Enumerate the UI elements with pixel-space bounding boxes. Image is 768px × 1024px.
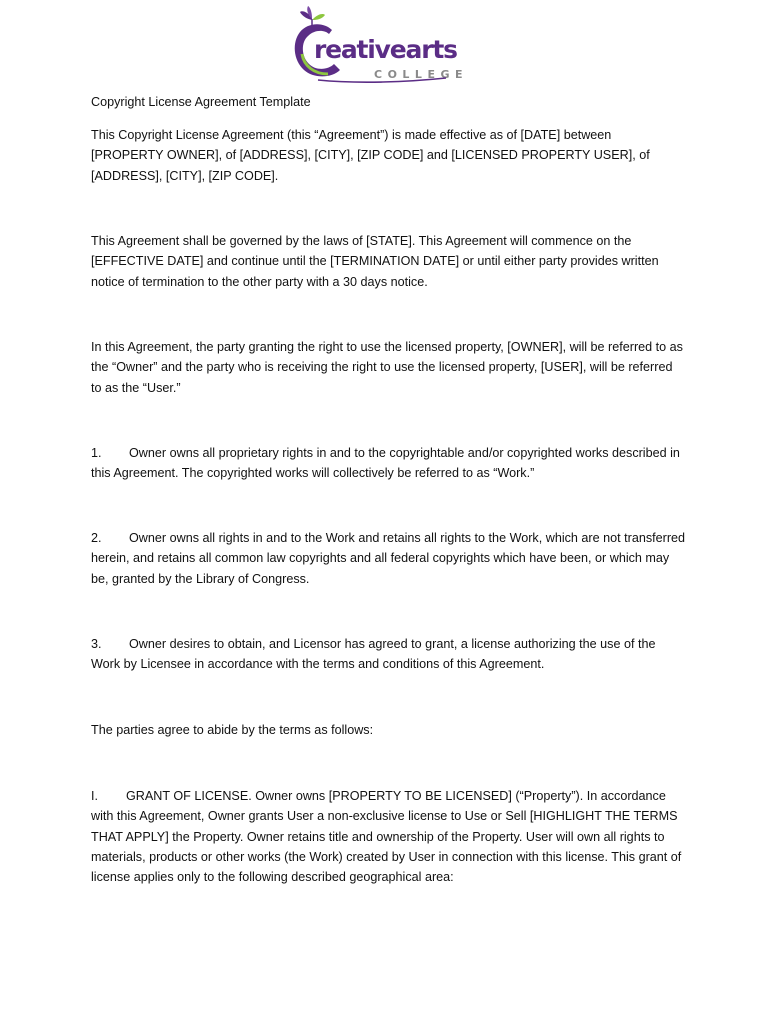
intro-paragraph: This Copyright License Agreement (this “Agreement”) is made effective as of [DATE] between [PROPERTY OWNER], of [ADDRESS], [CITY], [ZIP CODE] and [LICENSED PROPERTY USER], of [ADDRESS], [CITY], [ZIP CODE]. — [91, 128, 650, 183]
section-i-paragraph — [91, 786, 686, 887]
list-item-1 — [91, 443, 686, 484]
list-item-text: Owner desires to obtain, and Licensor has agreed to grant, a license authorizing the use of the Work by Licensee in accordance with the terms and conditions of this Agreement. — [91, 637, 656, 672]
list-item-text: Owner owns all proprietary rights in and to the copyrightable and/or copyrighted works described in this Agreement. The copyrighted works will collectively be referred to as “Work.” — [91, 446, 680, 481]
logo-brand-sub: COLLEGE — [374, 68, 468, 81]
list-item-number: 1. — [91, 446, 102, 460]
list-item-3 — [91, 634, 686, 675]
list-item-text: Owner owns all rights in and to the Work and retains all rights to the Work, which are not transferred herein, and retains all common law copyrights and all federal copyrights which have been, or which may be, granted by the Library of Congress. — [91, 531, 686, 586]
document-title: Copyright License Agreement Template — [91, 95, 311, 109]
parties-paragraph: In this Agreement, the party granting the right to use the licensed property, [OWNER], will be referred to as the “Owner” and the party who is receiving the right to use the licensed property, [USER], will be referred to as the “User.” — [91, 340, 683, 395]
agree-line: The parties agree to abide by the terms as follows: — [91, 723, 374, 737]
list-item-number: 2. — [91, 531, 102, 545]
logo-brand-main: reativearts — [314, 35, 457, 64]
creative-arts-college-logo — [288, 4, 468, 86]
section-number: I. — [91, 789, 98, 803]
governing-law-paragraph: This Agreement shall be governed by the laws of [STATE]. This Agreement will commence on the [EFFECTIVE DATE] and continue until the [TERMINATION DATE] or until either party provides written notice of termination to the other party with a 30 days notice. — [91, 234, 659, 289]
section-text: GRANT OF LICENSE. Owner owns [PROPERTY TO BE LICENSED] (“Property”). In accordance with this Agreement, Owner grants User a non-exclusive license to Use or Sell [HIGHLIGHT THE TERMS THAT APPLY] the Property. Owner retains title and ownership of the Property. User will own all rights to materials, products or other works (the Work) created by User in connection with this license. This grant of license applies only to the following described geographical area: — [91, 789, 682, 885]
list-item-number: 3. — [91, 637, 102, 651]
list-item-2 — [91, 528, 686, 589]
flower-icon — [300, 6, 325, 26]
